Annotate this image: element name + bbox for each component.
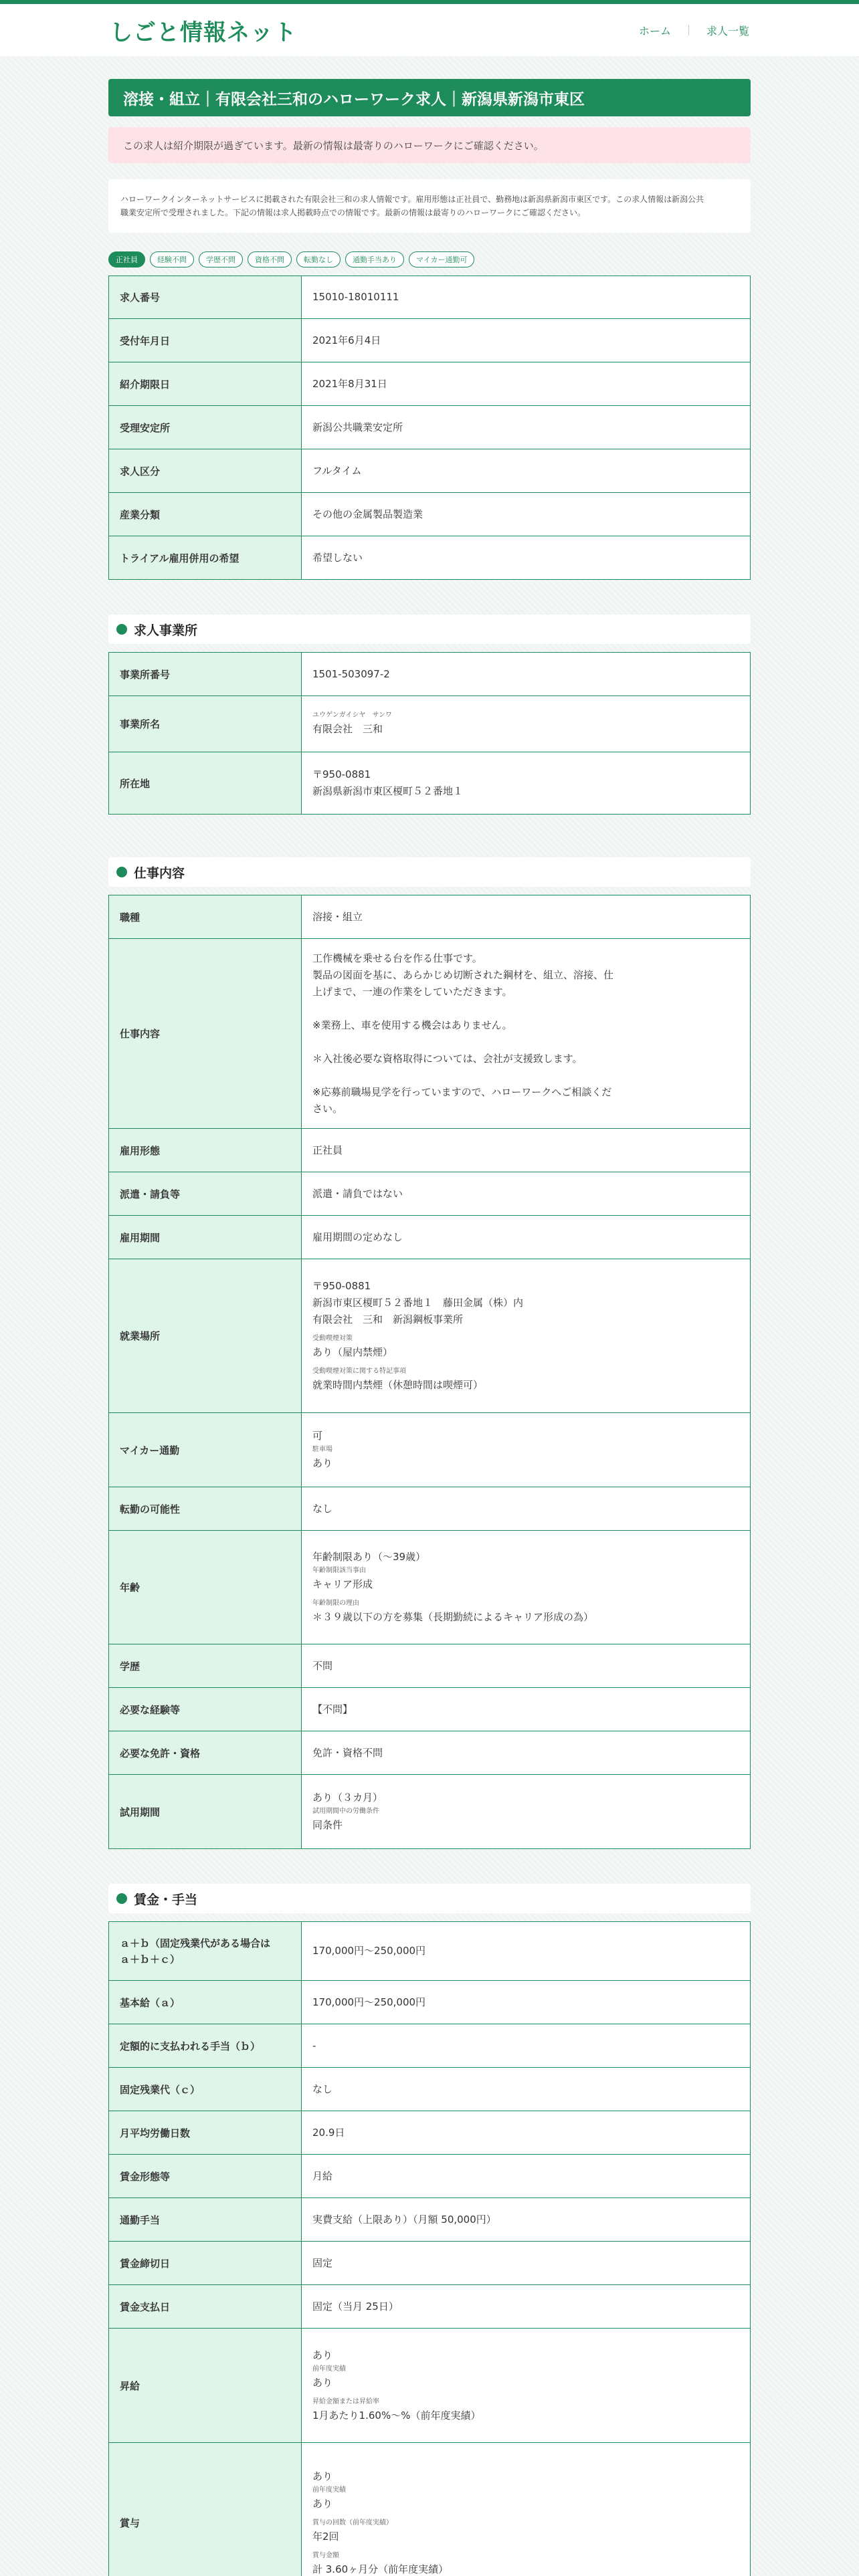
- description-line: ハローワークインターネットサービスに掲載された有限会社三和の求人情報です。雇用形態は正社員で、勤務地は新潟県新潟市東区です。この求人情報は新潟公共: [120, 195, 704, 204]
- row-label: 派遣・請負等: [109, 1172, 302, 1216]
- occupation: 溶接・組立: [302, 895, 751, 939]
- section-title: 仕事内容: [134, 865, 185, 881]
- caption: 前年度実績: [312, 2486, 346, 2494]
- raise-amount: 1月あたり1.60%〜%（前年度実績）: [312, 2409, 481, 2422]
- smoking-note: 就業時間内禁煙（休憩時間は喫煙可）: [312, 1379, 484, 1391]
- row-label: 求人区分: [109, 449, 302, 493]
- office-name-kana: ユウゲンガイシヤ サンワ: [312, 712, 392, 719]
- content-line: ※応募前職場見学を行っていますので、ハローワークへご相談くだ: [312, 1085, 612, 1098]
- tag-no-license[interactable]: 資格不問: [248, 251, 292, 267]
- table-row: [109, 319, 751, 362]
- row-label: 所在地: [109, 752, 302, 815]
- row-label: 年齢: [109, 1531, 302, 1644]
- workplace: [302, 1259, 751, 1413]
- table-row: [109, 536, 751, 580]
- table-row: [109, 1644, 751, 1688]
- description-line: 職業安定所で受理されました。下記の情報は求人掲載時点での情報です。最新の情報は最寄りのハローワークにご確認ください。: [120, 208, 586, 217]
- smoking-policy: あり（屋内禁煙）: [312, 1346, 393, 1358]
- required-experience: 【不問】: [302, 1688, 751, 1731]
- section-heading-office: [108, 615, 751, 644]
- raise-prev: あり: [312, 2376, 333, 2389]
- transfer-possibility: なし: [302, 1487, 751, 1531]
- office-number: 1501-503097-2: [302, 653, 751, 696]
- row-label: マイカー通勤: [109, 1413, 302, 1487]
- table-row: [109, 1216, 751, 1259]
- tag-car-commute[interactable]: マイカー通勤可: [409, 251, 474, 267]
- table-row: [109, 1688, 751, 1731]
- car-commute: [302, 1413, 751, 1487]
- table-row: [109, 752, 751, 815]
- table-row: [109, 449, 751, 493]
- basic-info-table: [108, 276, 751, 580]
- workplace-zip: 〒950-0881: [312, 1280, 371, 1292]
- job-number: 15010-18010111: [302, 276, 751, 319]
- expiry-date: 2021年8月31日: [302, 362, 751, 406]
- salary-raise: [302, 2329, 751, 2443]
- table-row: [109, 653, 751, 696]
- tag-commute-allowance[interactable]: 通勤手当あり: [345, 251, 404, 267]
- row-label: 転勤の可能性: [109, 1487, 302, 1531]
- table-row: [109, 1981, 751, 2024]
- nav-home-link[interactable]: ホーム: [638, 24, 671, 37]
- office-table: [108, 652, 751, 815]
- job-category: フルタイム: [302, 449, 751, 493]
- wage-total: 170,000円〜250,000円: [302, 1922, 751, 1981]
- table-row: [109, 276, 751, 319]
- expired-notice: この求人は紹介期限が過ぎています。最新の情報は最寄りのハローワークにご確認ください。: [108, 127, 751, 163]
- row-label: 事業所番号: [109, 653, 302, 696]
- age-reason: キャリア形成: [312, 1578, 373, 1590]
- table-row: [109, 1259, 751, 1413]
- age-why: ＊３９歳以下の方を募集（長期勤続によるキャリア形成の為）: [312, 1611, 594, 1623]
- car-commute-value: 可: [312, 1430, 323, 1442]
- wage-cutoff: 固定: [302, 2242, 751, 2285]
- hello-work-office: 新潟公共職業安定所: [302, 406, 751, 449]
- table-row: [109, 1129, 751, 1172]
- office-address: 新潟県新潟市東区榎町５２番地１: [312, 785, 464, 797]
- table-row: [109, 895, 751, 939]
- row-label: 雇用期間: [109, 1216, 302, 1259]
- workplace-office: 有限会社 三和 新潟鋼板事業所: [312, 1313, 464, 1325]
- row-label: 必要な経験等: [109, 1688, 302, 1731]
- section-heading-wage: [108, 1884, 751, 1913]
- table-row: [109, 362, 751, 406]
- caption: 前年度実績: [312, 2365, 346, 2373]
- content-line: 上げまで、一連の作業をしていただきます。: [312, 985, 512, 998]
- table-row: [109, 1731, 751, 1775]
- row-label: 基本給（ａ）: [109, 1981, 302, 2024]
- table-row: [109, 406, 751, 449]
- row-label: 雇用形態: [109, 1129, 302, 1172]
- section-heading-job: [108, 857, 751, 887]
- content-line: さい。: [312, 1102, 343, 1115]
- row-label: 賃金支払日: [109, 2285, 302, 2329]
- bullet-dot-icon: [116, 624, 127, 635]
- parking-value: あり: [312, 1457, 333, 1469]
- table-row: [109, 2024, 751, 2068]
- bonus-amount: 計 3.60ヶ月分（前年度実績）: [312, 2563, 449, 2575]
- main-content: [108, 56, 751, 2576]
- content-line: 工作機械を乗せる台を作る仕事です。: [312, 952, 482, 964]
- received-date: 2021年6月4日: [302, 319, 751, 362]
- raise-value: あり: [312, 2349, 333, 2361]
- site-logo[interactable]: しごと情報ネット: [110, 19, 297, 46]
- caption: 賞与の回数（前年度実績）: [312, 2518, 393, 2527]
- row-label: 学歴: [109, 1644, 302, 1688]
- row-label: ａ＋ｂ（固定残業代がある場合は ａ＋ｂ＋ｃ）: [109, 1922, 302, 1981]
- tag-no-education[interactable]: 学歴不問: [199, 251, 243, 267]
- section-title: 求人事業所: [134, 623, 198, 638]
- row-label: 月平均労働日数: [109, 2111, 302, 2155]
- age-limit-value: 年齢制限あり（～39歳）: [312, 1551, 426, 1563]
- job-table: [108, 895, 751, 1849]
- bonus: [302, 2443, 751, 2576]
- wage-table: [108, 1921, 751, 2576]
- table-row: [109, 1531, 751, 1644]
- feature-tags: [108, 251, 751, 267]
- payday: 固定（当月 25日）: [302, 2285, 751, 2329]
- trial-employment: 希望しない: [302, 536, 751, 580]
- page-title: 溶接・組立｜有限会社三和のハローワーク求人｜新潟県新潟市東区: [108, 79, 751, 116]
- required-license: 免許・資格不問: [302, 1731, 751, 1775]
- row-label: 賃金締切日: [109, 2242, 302, 2285]
- monthly-work-days: 20.9日: [302, 2111, 751, 2155]
- row-label: 受理安定所: [109, 406, 302, 449]
- row-label: 昇給: [109, 2329, 302, 2443]
- row-label: 紹介期限日: [109, 362, 302, 406]
- row-label: 産業分類: [109, 493, 302, 536]
- caption: 年齢制限該当事由: [312, 1567, 366, 1574]
- workplace-address: 新潟市東区榎町５２番地１ 藤田金属（株）内: [312, 1297, 524, 1309]
- bullet-dot-icon: [116, 867, 127, 877]
- bullet-dot-icon: [116, 1893, 127, 1904]
- bonus-times: 年2回: [312, 2530, 339, 2543]
- trial-period: [302, 1775, 751, 1849]
- caption: 賞与金額: [312, 2551, 339, 2559]
- industry: その他の金属製品製造業: [302, 493, 751, 536]
- base-salary: 170,000円〜250,000円: [302, 1981, 751, 2024]
- row-label: 賞与: [109, 2443, 302, 2576]
- row-label: 受付年月日: [109, 319, 302, 362]
- wage-form: 月給: [302, 2155, 751, 2198]
- tag-no-experience[interactable]: 経験不問: [150, 251, 194, 267]
- section-title: 賃金・手当: [134, 1892, 198, 1907]
- table-row: [109, 2329, 751, 2443]
- fixed-overtime: なし: [302, 2068, 751, 2111]
- table-row: [109, 1413, 751, 1487]
- table-row: [109, 2285, 751, 2329]
- caption: 試用期間中の労働条件: [312, 1808, 379, 1815]
- education: 不問: [302, 1644, 751, 1688]
- header-nav: [622, 23, 749, 38]
- caption: 昇給金額または昇給率: [312, 2397, 379, 2405]
- table-row: [109, 696, 751, 752]
- caption: 駐車場: [312, 1446, 332, 1453]
- table-row: [109, 2198, 751, 2242]
- bonus-prev: あり: [312, 2497, 333, 2510]
- row-label: 定額的に支払われる手当（ｂ）: [109, 2024, 302, 2068]
- row-label: 就業場所: [109, 1259, 302, 1413]
- table-row: [109, 2111, 751, 2155]
- trial-period-value: あり（３カ月）: [312, 1792, 383, 1804]
- nav-job-list-link[interactable]: 求人一覧: [706, 24, 749, 37]
- content-line: 製品の図面を基に、あらかじめ切断された鋼材を、組立、溶接、仕: [312, 968, 614, 981]
- table-row: [109, 939, 751, 1129]
- table-row: [109, 2242, 751, 2285]
- row-label: 賃金形態等: [109, 2155, 302, 2198]
- row-label: 求人番号: [109, 276, 302, 319]
- table-row: [109, 1487, 751, 1531]
- table-row: [109, 2155, 751, 2198]
- row-label: 職種: [109, 895, 302, 939]
- employment-period: 雇用期間の定めなし: [302, 1216, 751, 1259]
- row-label: 必要な免許・資格: [109, 1731, 302, 1775]
- table-row: [109, 493, 751, 536]
- dispatch-status: 派遣・請負ではない: [302, 1172, 751, 1216]
- trial-condition: 同条件: [312, 1819, 343, 1831]
- row-label: トライアル雇用併用の希望: [109, 536, 302, 580]
- row-label: 試用期間: [109, 1775, 302, 1849]
- table-row: [109, 2068, 751, 2111]
- caption: 受動喫煙対策に関する特記事項: [312, 1368, 406, 1375]
- table-row: [109, 1922, 751, 1981]
- caption: 受動喫煙対策: [312, 1335, 353, 1342]
- job-content: [302, 939, 751, 1129]
- table-row: [109, 2443, 751, 2576]
- row-label: 通勤手当: [109, 2198, 302, 2242]
- office-zip: 〒950-0881: [312, 768, 371, 780]
- row-label: 仕事内容: [109, 939, 302, 1129]
- commute-allowance: 実費支給（上限あり）（月額 50,000円）: [302, 2198, 751, 2242]
- content-line: ※業務上、車を使用する機会はありません。: [312, 1018, 512, 1031]
- fixed-allowance: -: [302, 2024, 751, 2068]
- table-row: [109, 1172, 751, 1216]
- employment-type: 正社員: [302, 1129, 751, 1172]
- office-name: 有限会社 三和: [312, 723, 383, 735]
- table-row: [109, 1775, 751, 1849]
- age-limit: [302, 1531, 751, 1644]
- site-header: [0, 4, 859, 56]
- row-label: 固定残業代（ｃ）: [109, 2068, 302, 2111]
- content-line: ＊入社後必要な資格取得については、会社が支援致します。: [312, 1052, 583, 1065]
- row-label: 事業所名: [109, 696, 302, 752]
- bonus-value: あり: [312, 2470, 333, 2482]
- tag-fulltime[interactable]: 正社員: [108, 251, 145, 267]
- job-description-summary: [108, 179, 751, 233]
- caption: 年齢制限の理由: [312, 1600, 359, 1607]
- tag-no-transfer[interactable]: 転勤なし: [296, 251, 341, 267]
